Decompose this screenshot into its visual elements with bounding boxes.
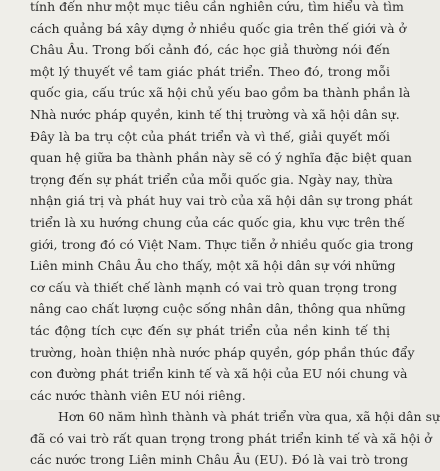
text-line: nâng cao chất lượng cuộc sống nhân dân, thông qua những [30, 301, 406, 317]
text-line: các nước thành viên EU nói riêng. [30, 387, 246, 403]
text-line: trọng đến sự phát triển của mỗi quốc gia. Ngày nay, thừa [30, 171, 393, 187]
text-line: cách quảng bá xây dựng ở nhiều quốc gia trên thế giới và ở [30, 20, 407, 36]
text-line: giới, trong đó có Việt Nam. Thực tiễn ở nhiều quốc gia trong [30, 236, 414, 252]
text-line: một lý thuyết về tam giác phát triển. Theo đó, trong mỗi [30, 63, 390, 79]
text-line: triển là xu hướng chung của các quốc gia, khu vực trên thế [30, 214, 405, 230]
text-line: đã có vai trò rất quan trọng trong phát triển kinh tế và xã hội ở [30, 430, 432, 446]
text-line: cơ cấu và thiết chế lành mạnh có vai trò quan trọng trong [30, 279, 398, 295]
text-line: nhận giá trị và phát huy vai trò của xã hội dân sự trong phát [30, 193, 413, 209]
body-text [30, 0, 440, 471]
text-line: Liên minh Châu Âu cho thấy, một xã hội dân sự với những [30, 258, 396, 274]
text-line: tính đến như một mục tiêu cần nghiên cứu, tìm hiểu và tìm [30, 0, 404, 14]
text-line: Đây là ba trụ cột của phát triển và vì thế, giải quyết mối [30, 128, 390, 144]
text-line: các nước trong Liên minh Châu Âu (EU). Đó là vai trò trong [30, 452, 409, 468]
text-line: quốc gia, cấu trúc xã hội chủ yếu bao gồm ba thành phần là [30, 85, 411, 101]
text-line: quan hệ giữa ba thành phần này sẽ có ý nghĩa đặc biệt quan [30, 150, 412, 166]
text-line: Châu Âu. Trong bối cảnh đó, các học giả thường nói đến [30, 42, 390, 58]
text-line: con đường phát triển kinh tế và xã hội của EU nói chung và [30, 366, 408, 382]
text-line: trường, hoàn thiện nhà nước pháp quyền, góp phần thúc đẩy [30, 344, 415, 360]
text-line: Hơn 60 năm hình thành và phát triển vừa qua, xã hội dân sự [58, 409, 440, 425]
text-line: Nhà nước pháp quyền, kinh tế thị trường và xã hội dân sự. [30, 106, 400, 122]
text-line: tác động tích cực đến sự phát triển của nền kinh tế thị [30, 322, 390, 338]
